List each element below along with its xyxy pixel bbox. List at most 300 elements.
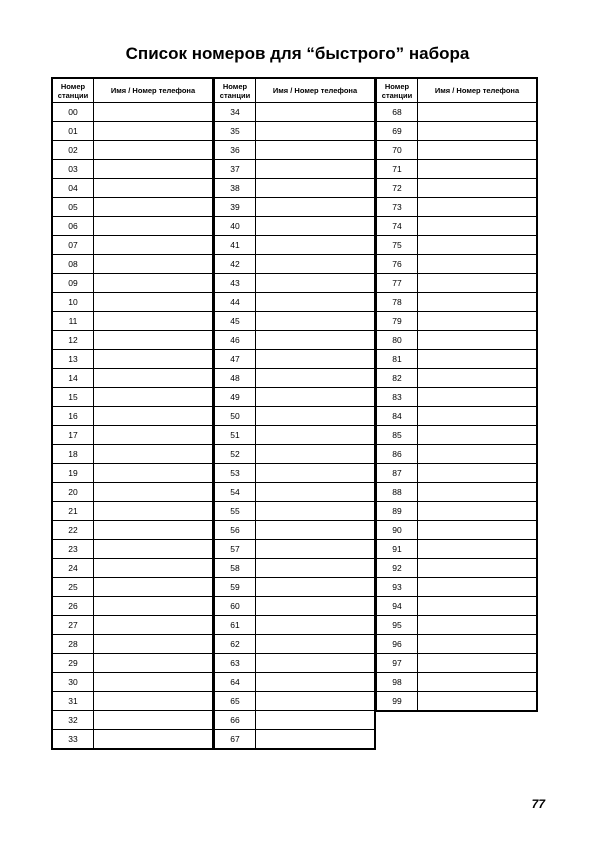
station-number-cell: 95	[377, 616, 418, 635]
station-number-cell: 56	[215, 521, 256, 540]
name-phone-cell[interactable]	[94, 255, 213, 274]
name-phone-cell[interactable]	[94, 635, 213, 654]
station-number-cell: 76	[377, 255, 418, 274]
station-number-cell: 28	[53, 635, 94, 654]
station-number-cell: 36	[215, 141, 256, 160]
table-row	[377, 122, 537, 141]
name-phone-cell[interactable]	[94, 274, 213, 293]
station-number-cell: 29	[53, 654, 94, 673]
name-phone-cell[interactable]	[256, 274, 375, 293]
table-row	[377, 217, 537, 236]
name-phone-cell[interactable]	[418, 331, 537, 350]
table-row	[215, 426, 375, 445]
station-number-cell: 75	[377, 236, 418, 255]
station-number-cell: 61	[215, 616, 256, 635]
name-phone-cell[interactable]	[94, 350, 213, 369]
station-number-cell: 83	[377, 388, 418, 407]
station-number-cell: 50	[215, 407, 256, 426]
name-phone-cell[interactable]	[418, 445, 537, 464]
station-number-cell: 21	[53, 502, 94, 521]
name-phone-cell[interactable]	[418, 578, 537, 597]
station-number-cell: 20	[53, 483, 94, 502]
name-phone-cell[interactable]	[418, 160, 537, 179]
station-number-cell: 31	[53, 692, 94, 711]
table-row	[53, 179, 213, 198]
table-row	[377, 426, 537, 445]
station-number-cell: 51	[215, 426, 256, 445]
table-row	[53, 540, 213, 559]
station-number-cell: 64	[215, 673, 256, 692]
name-phone-cell[interactable]	[256, 369, 375, 388]
name-phone-cell[interactable]	[418, 597, 537, 616]
table-header-row	[215, 79, 375, 103]
table-row	[215, 369, 375, 388]
station-number-cell: 52	[215, 445, 256, 464]
station-number-cell: 94	[377, 597, 418, 616]
name-phone-cell[interactable]	[94, 369, 213, 388]
name-phone-cell[interactable]	[418, 255, 537, 274]
station-number-cell: 74	[377, 217, 418, 236]
table-row	[215, 711, 375, 730]
table-row	[53, 578, 213, 597]
name-phone-cell[interactable]	[256, 730, 375, 749]
station-number-cell: 91	[377, 540, 418, 559]
name-phone-cell[interactable]	[418, 426, 537, 445]
station-number-header: Номер станции	[53, 79, 94, 103]
name-phone-cell[interactable]	[256, 293, 375, 312]
table-row	[53, 730, 213, 749]
table-row	[53, 198, 213, 217]
speed-dial-column-3	[375, 77, 538, 712]
name-phone-cell[interactable]	[94, 502, 213, 521]
name-phone-cell[interactable]	[418, 388, 537, 407]
name-phone-cell[interactable]	[94, 312, 213, 331]
table-row	[215, 407, 375, 426]
name-phone-cell[interactable]	[256, 635, 375, 654]
table-row	[215, 464, 375, 483]
name-phone-cell[interactable]	[256, 331, 375, 350]
speed-dial-column-2	[213, 77, 376, 750]
name-phone-cell[interactable]	[94, 692, 213, 711]
name-phone-cell[interactable]	[418, 122, 537, 141]
name-phone-cell[interactable]	[94, 464, 213, 483]
table-row	[53, 559, 213, 578]
station-number-cell: 14	[53, 369, 94, 388]
name-phone-cell[interactable]	[94, 141, 213, 160]
table-row	[53, 255, 213, 274]
name-phone-cell[interactable]	[94, 122, 213, 141]
table-row	[377, 692, 537, 711]
table-row	[377, 635, 537, 654]
station-number-cell: 99	[377, 692, 418, 711]
name-phone-cell[interactable]	[256, 597, 375, 616]
station-number-cell: 22	[53, 521, 94, 540]
name-phone-cell[interactable]	[418, 217, 537, 236]
station-number-cell: 92	[377, 559, 418, 578]
station-number-cell: 84	[377, 407, 418, 426]
name-phone-cell[interactable]	[418, 692, 537, 711]
name-phone-header: Имя / Номер телефона	[418, 79, 537, 103]
station-number-cell: 86	[377, 445, 418, 464]
name-phone-cell[interactable]	[256, 521, 375, 540]
name-phone-cell[interactable]	[256, 426, 375, 445]
station-number-cell: 12	[53, 331, 94, 350]
table-row	[377, 141, 537, 160]
table-row	[215, 502, 375, 521]
name-phone-cell[interactable]	[94, 293, 213, 312]
table-row	[53, 388, 213, 407]
station-number-cell: 44	[215, 293, 256, 312]
name-phone-cell[interactable]	[418, 635, 537, 654]
station-number-cell: 63	[215, 654, 256, 673]
table-row	[215, 730, 375, 749]
station-number-header: Номер станции	[377, 79, 418, 103]
station-number-cell: 96	[377, 635, 418, 654]
speed-dial-table	[52, 78, 213, 749]
station-number-cell: 69	[377, 122, 418, 141]
station-number-cell: 80	[377, 331, 418, 350]
station-number-cell: 41	[215, 236, 256, 255]
name-phone-cell[interactable]	[94, 578, 213, 597]
station-number-cell: 62	[215, 635, 256, 654]
table-header-row	[377, 79, 537, 103]
name-phone-cell[interactable]	[94, 388, 213, 407]
station-number-cell: 77	[377, 274, 418, 293]
table-row	[215, 597, 375, 616]
name-phone-cell[interactable]	[94, 445, 213, 464]
name-phone-cell[interactable]	[94, 331, 213, 350]
table-row	[215, 179, 375, 198]
station-number-cell: 48	[215, 369, 256, 388]
name-phone-cell[interactable]	[94, 217, 213, 236]
name-phone-cell[interactable]	[256, 255, 375, 274]
table-row	[377, 312, 537, 331]
table-row	[377, 483, 537, 502]
table-row	[215, 692, 375, 711]
name-phone-cell[interactable]	[418, 407, 537, 426]
station-number-cell: 19	[53, 464, 94, 483]
table-row	[53, 293, 213, 312]
table-row	[377, 445, 537, 464]
station-number-cell: 49	[215, 388, 256, 407]
station-number-cell: 32	[53, 711, 94, 730]
station-number-cell: 73	[377, 198, 418, 217]
name-phone-cell[interactable]	[256, 312, 375, 331]
name-phone-cell[interactable]	[94, 198, 213, 217]
name-phone-cell[interactable]	[256, 616, 375, 635]
station-number-cell: 72	[377, 179, 418, 198]
table-row	[215, 236, 375, 255]
speed-dial-table	[214, 78, 375, 749]
name-phone-cell[interactable]	[256, 350, 375, 369]
station-number-cell: 93	[377, 578, 418, 597]
name-phone-cell[interactable]	[418, 103, 537, 122]
table-row	[377, 407, 537, 426]
table-row	[215, 635, 375, 654]
page-number: 77	[531, 797, 545, 811]
station-number-cell: 01	[53, 122, 94, 141]
name-phone-cell[interactable]	[256, 502, 375, 521]
table-row	[377, 578, 537, 597]
table-row	[53, 312, 213, 331]
station-number-cell: 66	[215, 711, 256, 730]
station-number-cell: 54	[215, 483, 256, 502]
name-phone-cell[interactable]	[418, 179, 537, 198]
name-phone-cell[interactable]	[94, 179, 213, 198]
station-number-cell: 42	[215, 255, 256, 274]
table-row	[377, 103, 537, 122]
name-phone-cell[interactable]	[418, 274, 537, 293]
station-number-cell: 16	[53, 407, 94, 426]
station-number-cell: 97	[377, 654, 418, 673]
station-number-cell: 81	[377, 350, 418, 369]
station-number-cell: 25	[53, 578, 94, 597]
name-phone-cell[interactable]	[94, 654, 213, 673]
table-row	[377, 616, 537, 635]
table-row	[215, 521, 375, 540]
table-row	[215, 483, 375, 502]
table-row	[377, 464, 537, 483]
name-phone-cell[interactable]	[94, 407, 213, 426]
table-row	[377, 673, 537, 692]
table-row	[377, 369, 537, 388]
name-phone-cell[interactable]	[256, 654, 375, 673]
station-number-cell: 71	[377, 160, 418, 179]
table-row	[215, 331, 375, 350]
table-row	[377, 160, 537, 179]
name-phone-cell[interactable]	[418, 350, 537, 369]
name-phone-cell[interactable]	[418, 521, 537, 540]
station-number-cell: 08	[53, 255, 94, 274]
station-number-cell: 79	[377, 312, 418, 331]
name-phone-cell[interactable]	[256, 179, 375, 198]
table-row	[53, 445, 213, 464]
table-row	[215, 578, 375, 597]
name-phone-cell[interactable]	[256, 578, 375, 597]
table-row	[53, 217, 213, 236]
table-row	[53, 464, 213, 483]
name-phone-cell[interactable]	[418, 293, 537, 312]
name-phone-cell[interactable]	[256, 103, 375, 122]
table-row	[377, 540, 537, 559]
speed-dial-table	[376, 78, 537, 711]
station-number-cell: 65	[215, 692, 256, 711]
table-row	[377, 388, 537, 407]
station-number-cell: 13	[53, 350, 94, 369]
name-phone-cell[interactable]	[418, 236, 537, 255]
name-phone-cell[interactable]	[94, 597, 213, 616]
station-number-cell: 30	[53, 673, 94, 692]
table-row	[215, 122, 375, 141]
name-phone-header: Имя / Номер телефона	[94, 79, 213, 103]
name-phone-cell[interactable]	[94, 160, 213, 179]
name-phone-cell[interactable]	[94, 673, 213, 692]
name-phone-cell[interactable]	[256, 673, 375, 692]
station-number-cell: 15	[53, 388, 94, 407]
name-phone-cell[interactable]	[94, 540, 213, 559]
station-number-cell: 10	[53, 293, 94, 312]
station-number-cell: 78	[377, 293, 418, 312]
table-row	[377, 331, 537, 350]
station-number-cell: 37	[215, 160, 256, 179]
name-phone-cell[interactable]	[418, 141, 537, 160]
station-number-cell: 09	[53, 274, 94, 293]
table-row	[215, 654, 375, 673]
name-phone-cell[interactable]	[94, 521, 213, 540]
table-row	[377, 559, 537, 578]
name-phone-cell[interactable]	[256, 559, 375, 578]
name-phone-cell[interactable]	[418, 559, 537, 578]
table-row	[215, 445, 375, 464]
table-row	[377, 236, 537, 255]
table-row	[53, 426, 213, 445]
station-number-cell: 46	[215, 331, 256, 350]
table-row	[53, 502, 213, 521]
station-number-cell: 33	[53, 730, 94, 749]
table-row	[215, 350, 375, 369]
table-row	[53, 122, 213, 141]
station-number-cell: 47	[215, 350, 256, 369]
table-row	[53, 274, 213, 293]
name-phone-cell[interactable]	[256, 217, 375, 236]
name-phone-cell[interactable]	[256, 141, 375, 160]
table-row	[377, 521, 537, 540]
name-phone-cell[interactable]	[418, 312, 537, 331]
station-number-cell: 27	[53, 616, 94, 635]
station-number-cell: 45	[215, 312, 256, 331]
station-number-cell: 23	[53, 540, 94, 559]
station-number-cell: 07	[53, 236, 94, 255]
name-phone-cell[interactable]	[256, 692, 375, 711]
table-row	[53, 331, 213, 350]
name-phone-cell[interactable]	[94, 730, 213, 749]
station-number-cell: 03	[53, 160, 94, 179]
table-row	[215, 673, 375, 692]
name-phone-cell[interactable]	[256, 464, 375, 483]
name-phone-cell[interactable]	[418, 616, 537, 635]
name-phone-cell[interactable]	[256, 388, 375, 407]
name-phone-cell[interactable]	[418, 540, 537, 559]
name-phone-cell[interactable]	[256, 198, 375, 217]
name-phone-cell[interactable]	[418, 198, 537, 217]
station-number-cell: 34	[215, 103, 256, 122]
station-number-cell: 06	[53, 217, 94, 236]
station-number-cell: 68	[377, 103, 418, 122]
name-phone-cell[interactable]	[94, 711, 213, 730]
name-phone-cell[interactable]	[94, 236, 213, 255]
name-phone-cell[interactable]	[94, 559, 213, 578]
name-phone-cell[interactable]	[94, 103, 213, 122]
table-row	[53, 711, 213, 730]
table-header-row	[53, 79, 213, 103]
station-number-cell: 39	[215, 198, 256, 217]
table-row	[215, 255, 375, 274]
name-phone-cell[interactable]	[256, 540, 375, 559]
station-number-cell: 18	[53, 445, 94, 464]
table-row	[53, 654, 213, 673]
station-number-cell: 26	[53, 597, 94, 616]
name-phone-cell[interactable]	[94, 483, 213, 502]
table-row	[377, 350, 537, 369]
table-row	[215, 540, 375, 559]
table-row	[215, 103, 375, 122]
station-number-cell: 59	[215, 578, 256, 597]
table-row	[377, 654, 537, 673]
station-number-cell: 43	[215, 274, 256, 293]
name-phone-cell[interactable]	[256, 160, 375, 179]
table-row	[215, 274, 375, 293]
name-phone-cell[interactable]	[418, 673, 537, 692]
table-row	[53, 407, 213, 426]
station-number-cell: 82	[377, 369, 418, 388]
table-row	[215, 217, 375, 236]
table-row	[377, 597, 537, 616]
table-row	[53, 597, 213, 616]
name-phone-cell[interactable]	[256, 711, 375, 730]
station-number-header: Номер станции	[215, 79, 256, 103]
speed-dial-column-1	[51, 77, 214, 750]
station-number-cell: 57	[215, 540, 256, 559]
name-phone-cell[interactable]	[418, 483, 537, 502]
table-row	[53, 635, 213, 654]
station-number-cell: 11	[53, 312, 94, 331]
station-number-cell: 98	[377, 673, 418, 692]
station-number-cell: 70	[377, 141, 418, 160]
page-title: Список номеров для “быстрого” набора	[125, 44, 470, 63]
name-phone-cell[interactable]	[418, 369, 537, 388]
table-row	[53, 350, 213, 369]
table-row	[215, 141, 375, 160]
station-number-cell: 24	[53, 559, 94, 578]
station-number-cell: 89	[377, 502, 418, 521]
station-number-cell: 60	[215, 597, 256, 616]
station-number-cell: 90	[377, 521, 418, 540]
table-row	[53, 103, 213, 122]
name-phone-cell[interactable]	[418, 502, 537, 521]
table-row	[215, 160, 375, 179]
station-number-cell: 38	[215, 179, 256, 198]
station-number-cell: 53	[215, 464, 256, 483]
station-number-cell: 04	[53, 179, 94, 198]
name-phone-cell[interactable]	[256, 236, 375, 255]
name-phone-cell[interactable]	[94, 616, 213, 635]
table-row	[53, 483, 213, 502]
station-number-cell: 85	[377, 426, 418, 445]
name-phone-cell[interactable]	[256, 483, 375, 502]
station-number-cell: 58	[215, 559, 256, 578]
table-row	[53, 673, 213, 692]
table-row	[53, 236, 213, 255]
table-row	[53, 369, 213, 388]
table-row	[377, 274, 537, 293]
table-row	[215, 559, 375, 578]
station-number-cell: 67	[215, 730, 256, 749]
table-row	[377, 179, 537, 198]
station-number-cell: 05	[53, 198, 94, 217]
name-phone-cell[interactable]	[418, 464, 537, 483]
name-phone-cell[interactable]	[94, 426, 213, 445]
table-row	[53, 521, 213, 540]
name-phone-header: Имя / Номер телефона	[256, 79, 375, 103]
name-phone-cell[interactable]	[256, 407, 375, 426]
table-row	[377, 198, 537, 217]
name-phone-cell[interactable]	[256, 445, 375, 464]
name-phone-cell[interactable]	[418, 654, 537, 673]
name-phone-cell[interactable]	[256, 122, 375, 141]
station-number-cell: 35	[215, 122, 256, 141]
table-row	[377, 502, 537, 521]
table-row	[377, 293, 537, 312]
